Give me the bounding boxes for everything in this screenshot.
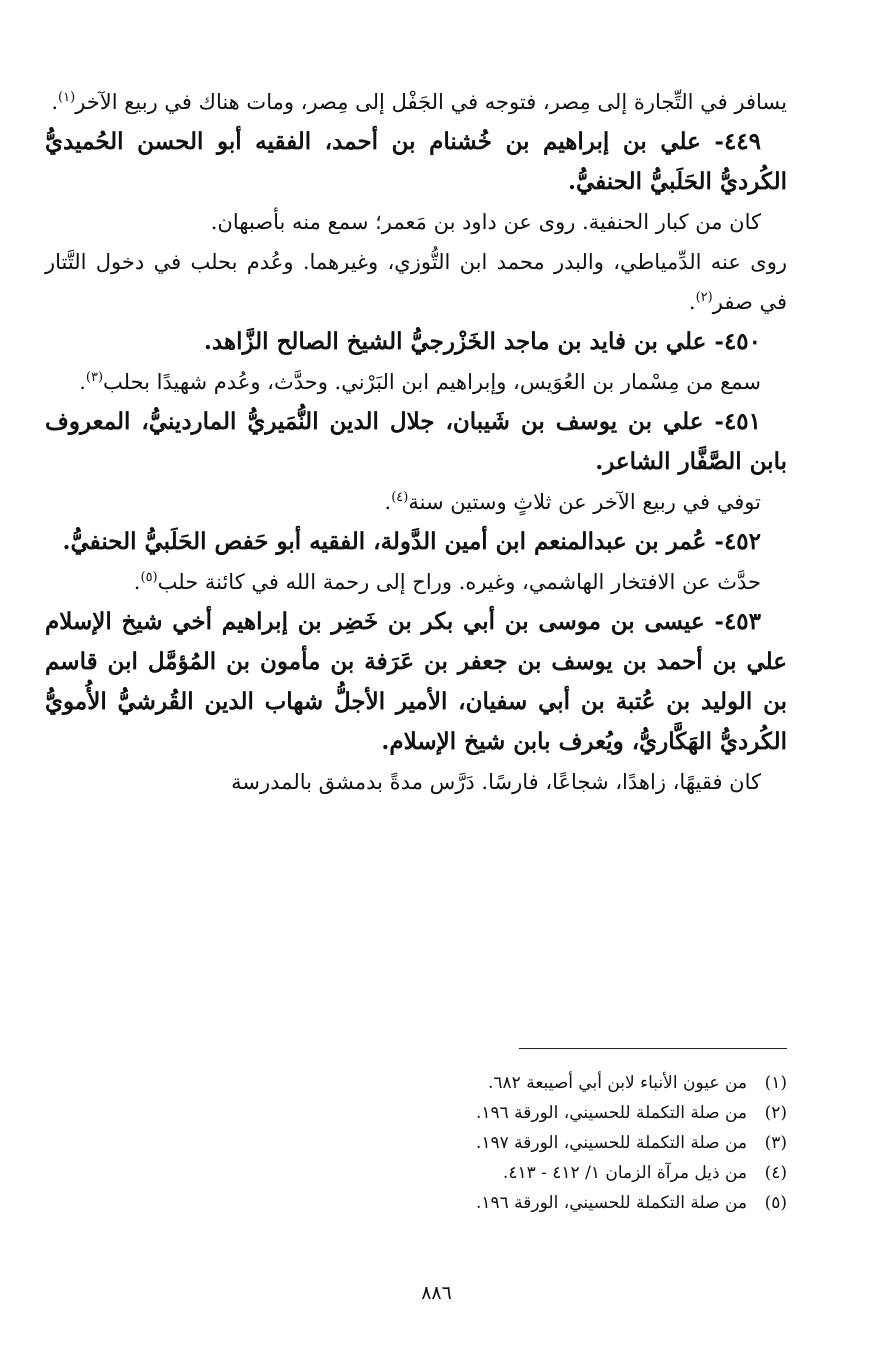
footnote-ref: (١) [58, 90, 76, 105]
entry-heading-453: ٤٥٣- عيسى بن موسى بن أبي بكر بن خَضِر بن إبراهيم أخي شيخ الإسلام علي بن أحمد بن يوسف بن جعفر بن عَرَفة بن مأمون بن المُؤمَّل ابن قاسم بن الوليد بن عُتبة بن أبي سفيان، الأمير الأجلُّ شهاب الدين القُرشيُّ الأُمويُّ الكُرديُّ الهَكَّاريُّ، ويُعرف بابن شيخ الإسلام. [45, 608, 787, 755]
paragraph: كان من كبار الحنفية. روى عن داود بن مَعمر؛ سمع منه بأصبهان. [210, 210, 761, 234]
footnote-text: من صلة التكملة للحسيني، الورقة ١٩٦. [475, 1103, 747, 1123]
footnote-text: من ذيل مرآة الزمان ١/ ٤١٢ - ٤١٣. [502, 1163, 747, 1183]
paragraph: يسافر في التِّجارة إلى مِصر، فتوجه في الجَفْل إلى مِصر، ومات هناك في ربيع الآخر$^{(١)}$. [51, 90, 787, 114]
footnote-number: (٤) [764, 1163, 787, 1183]
footnote-number: (٣) [764, 1133, 787, 1153]
entry-heading-451: ٤٥١- علي بن يوسف بن شَيبان، جلال الدين النُّمَيريُّ الماردينيُّ، المعروف بابن الصَّفَّار الشاعر. [45, 408, 787, 475]
paragraph: توفي في ربيع الآخر عن ثلاثٍ وستين سنة$^{(٤)}$. [384, 490, 761, 514]
paragraph: حدَّث عن الافتخار الهاشمي، وغيره. وراح إلى رحمة الله في كائنة حلب$^{(٥)}$. [133, 570, 761, 594]
entry-heading-450: ٤٥٠- علي بن فايد بن ماجد الخَزْرجيُّ الشيخ الصالح الزَّاهد. [203, 328, 761, 355]
footnote-number: (١) [764, 1073, 787, 1093]
footnote [45, 1158, 787, 1188]
entry-heading-449: ٤٤٩- علي بن إبراهيم بن خُشنام بن أحمد، الفقيه أبو الحسن الحُميديُّ الكُرديُّ الحَلَبيُّ الحنفيُّ. [45, 128, 787, 195]
paragraph-text: يسافر في التِّجارة إلى مِصر، فتوجه في الجَفْل إلى مِصر، ومات هناك في ربيع الآخر [75, 90, 787, 114]
footnote-ref: (٥) [140, 570, 158, 585]
footnote-ref: (٤) [391, 490, 409, 505]
footnote-ref: (٢) [695, 290, 713, 305]
footnote-text: من صلة التكملة للحسيني، الورقة ١٩٧. [475, 1133, 747, 1153]
footnote [45, 1068, 787, 1098]
footnote-ref: (٣) [85, 370, 104, 385]
footnotes-list [45, 1068, 787, 1218]
footnote-text: من صلة التكملة للحسيني، الورقة ١٩٦. [475, 1193, 747, 1213]
paragraph-text: توفي في ربيع الآخر عن ثلاثٍ وستين سنة [408, 490, 761, 514]
paragraph-text: سمع من مِسْمار بن العُوَيس، وإبراهيم ابن البَرْني. وحدَّث، وعُدم شهيدًا بحلب [103, 370, 761, 394]
paragraph: كان فقيهًا، زاهدًا، شجاعًا، فارسًا. دَرَّس مدةً بدمشق بالمدرسة [231, 770, 761, 794]
footnote-separator [519, 1048, 787, 1049]
paragraph: سمع من مِسْمار بن العُوَيس، وإبراهيم ابن البَرْني. وحدَّث، وعُدم شهيدًا بحلب$^{(٣)}$. [79, 370, 761, 394]
page-number: ٨٨٦ [421, 1282, 452, 1304]
entry-heading-452: ٤٥٢- عُمر بن عبدالمنعم ابن أمين الدَّولة، الفقيه أبو حَفص الحَلَبيُّ الحنفيُّ. [62, 528, 761, 555]
footnote-text: من عيون الأنباء لابن أبي أصيبعة ٦٨٢. [487, 1073, 747, 1093]
paragraph-text: روى عنه الدِّمياطي، والبدر محمد ابن التُّوزي، وغيرهما. وعُدم بحلب في دخول التَّتار في صفر [45, 250, 787, 314]
page-body [45, 82, 787, 802]
footnote-number: (٢) [764, 1103, 787, 1123]
footnote [45, 1188, 787, 1218]
paragraph-text: حدَّث عن الافتخار الهاشمي، وغيره. وراح إلى رحمة الله في كائنة حلب [157, 570, 761, 594]
footnote [45, 1128, 787, 1158]
paragraph: روى عنه الدِّمياطي، والبدر محمد ابن التُّوزي، وغيرهما. وعُدم بحلب في دخول التَّتار في صفر$^{(٢)}$. [45, 250, 787, 314]
footnote [45, 1098, 787, 1128]
footnote-number: (٥) [764, 1193, 787, 1213]
